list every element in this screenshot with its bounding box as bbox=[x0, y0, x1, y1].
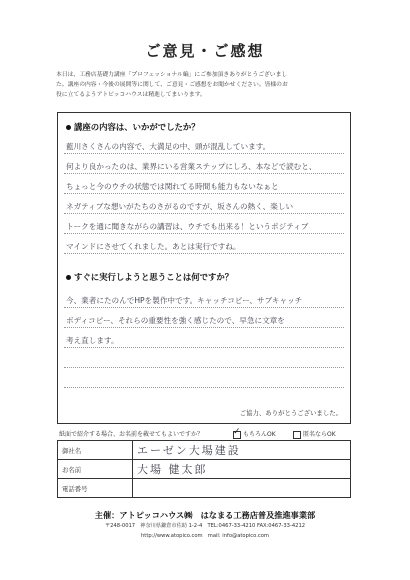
handwritten-answer-line: 考え直します。 bbox=[66, 336, 119, 345]
bullet-icon bbox=[66, 125, 71, 130]
checkbox-checked-icon[interactable] bbox=[233, 431, 241, 439]
table-row bbox=[58, 479, 351, 498]
thanks-text: ご協力、ありがとうございました。 bbox=[239, 409, 342, 417]
question-2 bbox=[66, 271, 233, 283]
bullet-icon bbox=[66, 275, 71, 280]
question-1-text: 講座の内容は、いかがでしたか？ bbox=[74, 122, 200, 132]
divider bbox=[64, 347, 344, 348]
divider bbox=[64, 233, 344, 234]
person-name-value: 大場 健太郎 bbox=[133, 460, 351, 479]
divider bbox=[64, 213, 344, 214]
divider bbox=[64, 193, 344, 194]
intro-line: 役に立てるようアトピッコハウスは精進してまいります。 bbox=[56, 92, 206, 98]
field-label: お名前 bbox=[58, 460, 133, 479]
consent-label: 紙面で紹介する場合、お名前を載せてもよいですか？ bbox=[59, 431, 204, 438]
company-name-value: エーゼン大場建設 bbox=[133, 441, 351, 460]
table-row bbox=[58, 460, 351, 479]
website-mail: http://www.atopico.com mail: info@atopico.com bbox=[141, 533, 269, 539]
phone-value bbox=[133, 479, 351, 498]
divider bbox=[64, 307, 344, 308]
divider bbox=[64, 327, 344, 328]
intro-text bbox=[56, 70, 356, 100]
page-title: ご意見・ご感想 bbox=[145, 42, 265, 60]
intro-line: 本日は、工務店基礎力講座「プロフェッショナル編」にご参加頂きありがとうございまし bbox=[56, 72, 288, 78]
field-label: 電話番号 bbox=[58, 479, 133, 498]
divider bbox=[64, 173, 344, 174]
address: 〒248-0017 神奈川県鎌倉市佐助 1-2-4 TEL:0467-33-4210 FAX:0467-33-4212 bbox=[104, 523, 306, 529]
handwritten-answer-line: 今、業者にたのんでHPを製作中です。キャッチコピー、サブキャッチ bbox=[66, 296, 303, 305]
consent-option-anon-label: 匿名ならOK bbox=[303, 431, 336, 438]
organizer: 主催：アトピッコハウス㈱ はなまる工務店普及推進事業部 bbox=[94, 510, 316, 520]
feedback-box bbox=[57, 112, 351, 424]
handwritten-answer-line: 藍川さくさんの内容で、大満足の中、頭が混乱しています。 bbox=[66, 142, 271, 151]
intro-line: た。講座の内容・今後の展開等に関して、ご意見・ご感想をお聞かせください。皆様のお bbox=[56, 82, 288, 88]
divider bbox=[64, 367, 344, 368]
divider bbox=[64, 253, 344, 254]
contact-table bbox=[57, 440, 351, 498]
table-row bbox=[58, 441, 351, 460]
publish-consent bbox=[57, 426, 351, 440]
handwritten-answer-line: トークを通に聞きながらの講習は、ウチでも出来る！というポジティブ bbox=[66, 222, 309, 231]
field-label: 御社名 bbox=[58, 441, 133, 460]
handwritten-answer-line: マインドにさせてくれました。あとは実行ですね。 bbox=[66, 242, 241, 251]
question-1 bbox=[66, 121, 200, 133]
checkbox-icon[interactable] bbox=[293, 431, 301, 439]
question-2-text: すぐに実行しようと思うことは何ですか？ bbox=[74, 272, 234, 282]
handwritten-answer-line: 何より良かったのは、業界にいる営業ステップにしろ、本などで読むと、 bbox=[66, 162, 317, 171]
divider bbox=[64, 387, 344, 388]
consent-option-yes-label: もちろんOK bbox=[243, 431, 276, 438]
handwritten-answer-line: ネガティブな想いがたちのさがるのですが、坂さんの熱く、楽しい bbox=[66, 202, 294, 211]
handwritten-answer-line: ボディコピー、それらの重要性を強く感じたので、早急に文章を bbox=[66, 316, 285, 325]
consent-option-yes[interactable] bbox=[233, 429, 276, 439]
divider bbox=[64, 153, 344, 154]
handwritten-answer-line: ちょっと今のウチの状態では関れてる時間も能力もないなぁと bbox=[66, 182, 279, 191]
consent-option-anon[interactable] bbox=[293, 429, 336, 439]
